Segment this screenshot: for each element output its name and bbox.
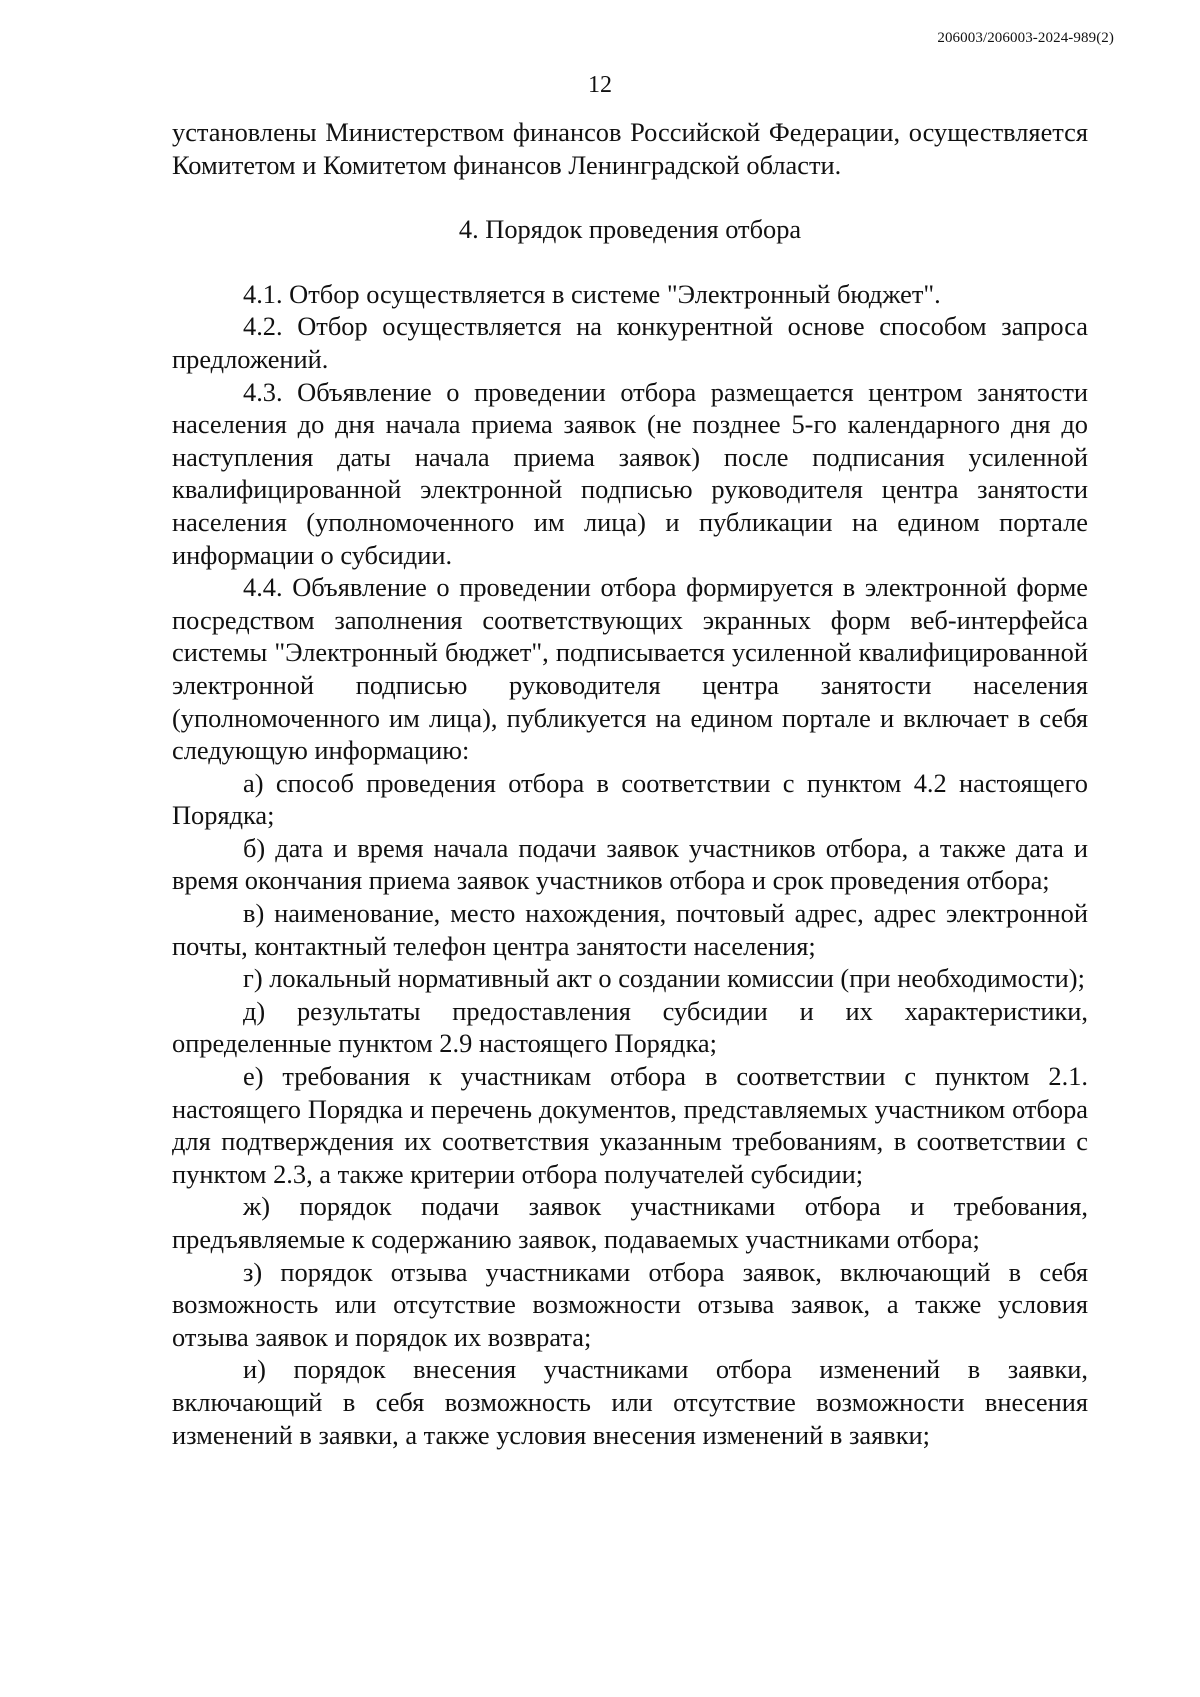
paragraph-4-3: 4.3. Объявление о проведении отбора размещается центром занятости населения до дня начала приема заявок (не позднее 5-го календарного дня до наступления даты начала приема заявок) после подписания усиленной квалифицированной электронной подписью руководителя центра занятости населения (уполномоченного им лица) и публикации на едином портале информации о субсидии. xyxy=(172,376,1088,570)
list-item-b: б) дата и время начала подачи заявок участников отбора, а также дата и время окончания приема заявок участников отбора и срок проведения отбора; xyxy=(172,832,1088,896)
list-item-v: в) наименование, место нахождения, почтовый адрес, адрес электронной почты, контактный телефон центра занятости населения; xyxy=(172,898,1088,961)
continuation-paragraph: установлены Министерством финансов Российской Федерации, осуществляется Комитетом и Комитетом финансов Ленинградской области. xyxy=(172,117,1088,180)
document-id: 206003/206003-2024-989(2) xyxy=(937,30,1114,46)
paragraph-4-4: 4.4. Объявление о проведении отбора формируется в электронной форме посредством заполнения соответствующих экранных форм веб-интерфейса системы "Электронный бюджет", подписывается усиленной квалифицированной электронной подписью руководителя центра занятости населения (уполномоченного им лица), публикуется на едином портале и включает в себя следующую информацию: xyxy=(172,572,1088,766)
paragraph-4-2: 4.2. Отбор осуществляется на конкурентной основе способом запроса предложений. xyxy=(172,311,1088,374)
list-item-zh: ж) порядок подачи заявок участниками отбора и требования, предъявляемые к содержанию заявок, подаваемых участниками отбора; xyxy=(172,1191,1088,1254)
list-item-e: е) требования к участникам отбора в соответствии с пунктом 2.1. настоящего Порядка и перечень документов, представляемых участником отбора для подтверждения их соответствия указанным требованиям, в соответствии с пунктом 2.3, а также критерии отбора получателей субсидии; xyxy=(172,1061,1088,1189)
list-item-d: д) результаты предоставления субсидии и их характеристики, определенные пунктом 2.9 настоящего Порядка; xyxy=(172,995,1088,1059)
document-body xyxy=(172,116,1088,1451)
page-number: 12 xyxy=(588,72,612,98)
paragraph-4-1: 4.1. Отбор осуществляется в системе "Электронный бюджет". xyxy=(243,278,941,309)
section-heading: 4. Порядок проведения отбора xyxy=(458,214,802,245)
list-item-g: г) локальный нормативный акт о создании комиссии (при необходимости); xyxy=(243,963,1085,994)
list-item-i: и) порядок внесения участниками отбора изменений в заявки, включающий в себя возможность или отсутствие возможности внесения изменений в заявки, а также условия внесения изменений в заявки; xyxy=(172,1354,1088,1450)
list-item-a: а) способ проведения отбора в соответствии с пунктом 4.2 настоящего Порядка; xyxy=(172,767,1088,831)
list-item-z: з) порядок отзыва участниками отбора заявок, включающий в себя возможность или отсутствие возможности отзыва заявок, а также условия отзыва заявок и порядок их возврата; xyxy=(172,1256,1088,1352)
